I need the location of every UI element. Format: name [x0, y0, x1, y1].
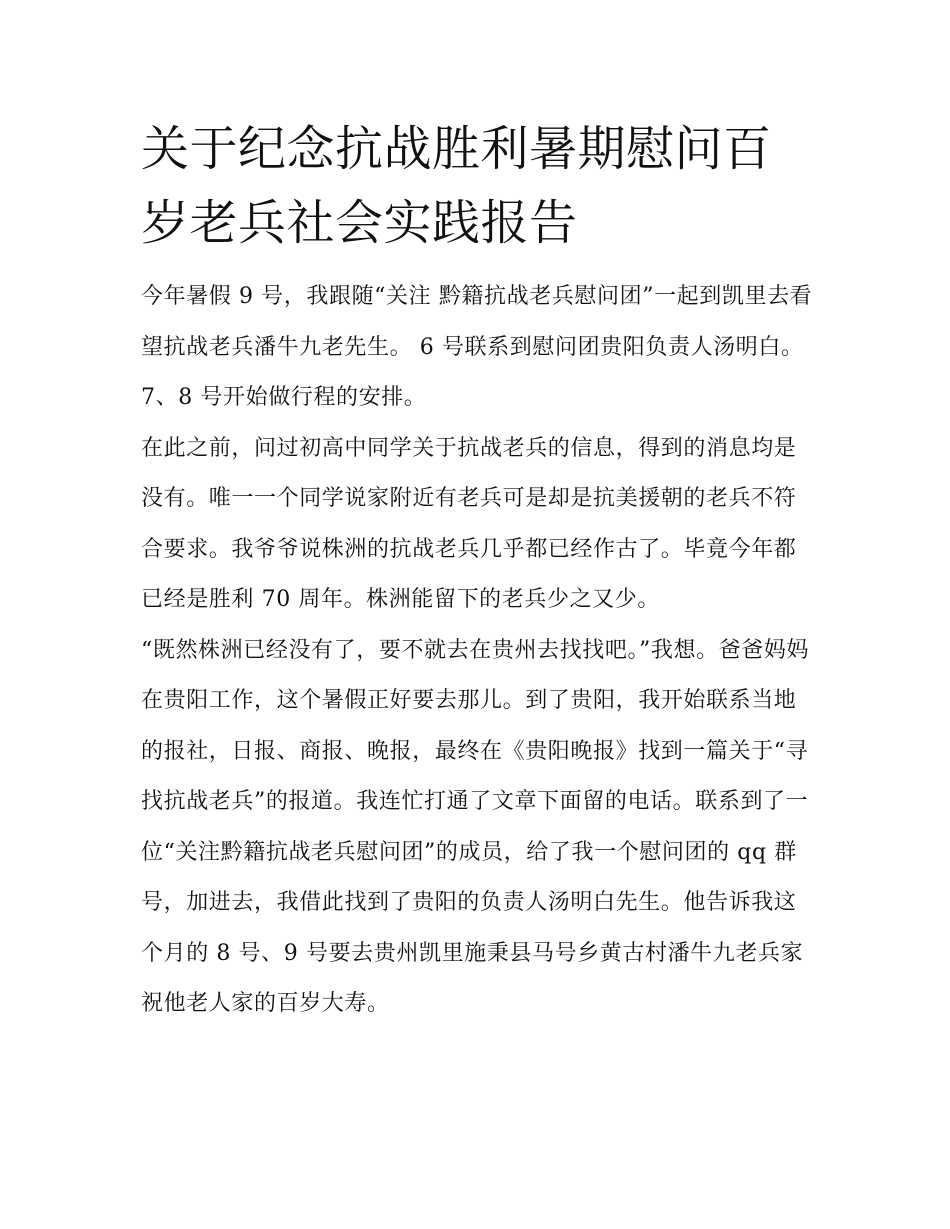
paragraph-3: “既然株洲已经没有了，要不就去在贵州去找找吧。”我想。爸爸妈妈在贵阳工作，这个暑假正好要去那儿。到了贵阳，我开始联系当地的报社，日报、商报、晚报，最终在《贵阳晚报》找到一篇关于“寻找抗战老兵”的报道。我连忙打通了文章下面留的电话。联系到了一位“关注黔籍抗战老兵慰问团”的成员，给了我一个慰问团的 qq 群号，加进去，我借此找到了贵阳的负责人汤明白先生。他告诉我这个月的 8 号、9 号要去贵州凯里施秉县马号乡黄古村潘牛九老兵家祝他老人家的百岁大寿。 [141, 637, 810, 1016]
paragraph-1: 今年暑假 9 号，我跟随“关注 黔籍抗战老兵慰问团”一起到凯里去看望抗战老兵潘牛九老先生。 6 号联系到慰问团贵阳负责人汤明白。7、8 号开始做行程的安排。 [141, 284, 813, 410]
paragraph-2: 在此之前，问过初高中同学关于抗战老兵的信息，得到的消息均是没有。唯一一个同学说家附近有老兵可是却是抗美援朝的老兵不符合要求。我爷爷说株洲的抗战老兵几乎都已经作古了。毕竟今年都已经是胜利 70 周年。株洲能留下的老兵少之又少。 [141, 435, 797, 612]
document-body [141, 112, 813, 1030]
document-title: 关于纪念抗战胜利暑期慰问百岁老兵社会实践报告 [141, 121, 772, 251]
